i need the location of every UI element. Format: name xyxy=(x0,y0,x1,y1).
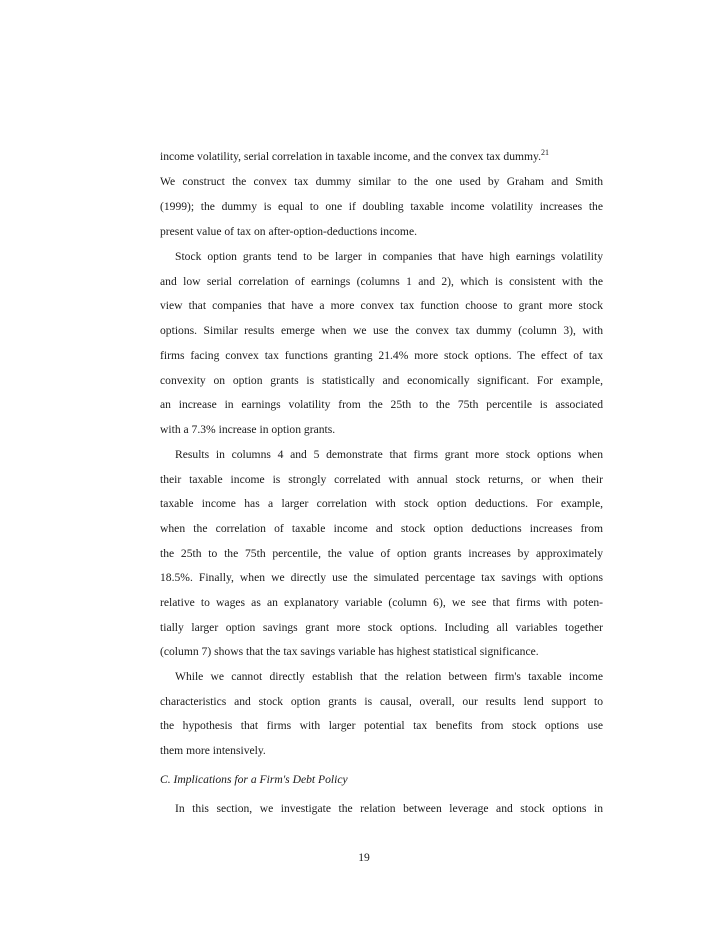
text-line: characteristics and stock option grants is causal, overall, our results lend support to xyxy=(160,695,603,708)
text-line: their taxable income is strongly correlated with annual stock returns, or when their xyxy=(160,473,603,486)
text-line: convexity on option grants is statistically and economically significant. For example, xyxy=(160,374,603,387)
text-line: when the correlation of taxable income and stock option deductions increases from xyxy=(160,522,603,535)
text-line: them more intensively. xyxy=(160,744,266,757)
text-line: (column 7) shows that the tax savings variable has highest statistical significance. xyxy=(160,645,539,658)
text-line: In this section, we investigate the relation between leverage and stock options in xyxy=(175,802,603,815)
text-line: (1999); the dummy is equal to one if doubling taxable income volatility increases the xyxy=(160,200,603,213)
text-line: 18.5%. Finally, when we directly use the simulated percentage tax savings with options xyxy=(160,571,603,584)
text-line: income volatility, serial correlation in taxable income, and the convex tax dummy.$^{21}$ xyxy=(160,148,549,163)
page-number: 19 xyxy=(358,851,370,864)
text-line: the hypothesis that firms with larger potential tax benefits from stock options use xyxy=(160,719,603,732)
text-line: and low serial correlation of earnings (columns 1 and 2), which is consistent with the xyxy=(160,275,603,288)
section-heading: C. Implications for a Firm's Debt Policy xyxy=(160,773,348,786)
text-line: relative to wages as an explanatory variable (column 6), we see that firms with poten- xyxy=(160,596,603,609)
text-line: tially larger option savings grant more stock options. Including all variables together xyxy=(160,621,603,634)
text-line: Results in columns 4 and 5 demonstrate that firms grant more stock options when xyxy=(175,448,603,461)
text-line: view that companies that have a more convex tax function choose to grant more stock xyxy=(160,299,603,312)
text-line: We construct the convex tax dummy similar to the one used by Graham and Smith xyxy=(160,175,603,188)
text-line: Stock option grants tend to be larger in companies that have high earnings volatility xyxy=(175,250,603,263)
text-line: options. Similar results emerge when we use the convex tax dummy (column 3), with xyxy=(160,324,603,337)
text-line: present value of tax on after-option-deductions income. xyxy=(160,225,417,238)
text-line: an increase in earnings volatility from the 25th to the 75th percentile is associated xyxy=(160,398,603,411)
text-line: While we cannot directly establish that the relation between firm's taxable income xyxy=(175,670,603,683)
text-line: with a 7.3% increase in option grants. xyxy=(160,423,336,436)
text-line: the 25th to the 75th percentile, the value of option grants increases by approximately xyxy=(160,547,603,560)
text-line: firms facing convex tax functions granting 21.4% more stock options. The effect of tax xyxy=(160,349,603,362)
text-line: taxable income has a larger correlation with stock option deductions. For example, xyxy=(160,497,603,510)
footnote-marker: 21 xyxy=(540,148,549,157)
